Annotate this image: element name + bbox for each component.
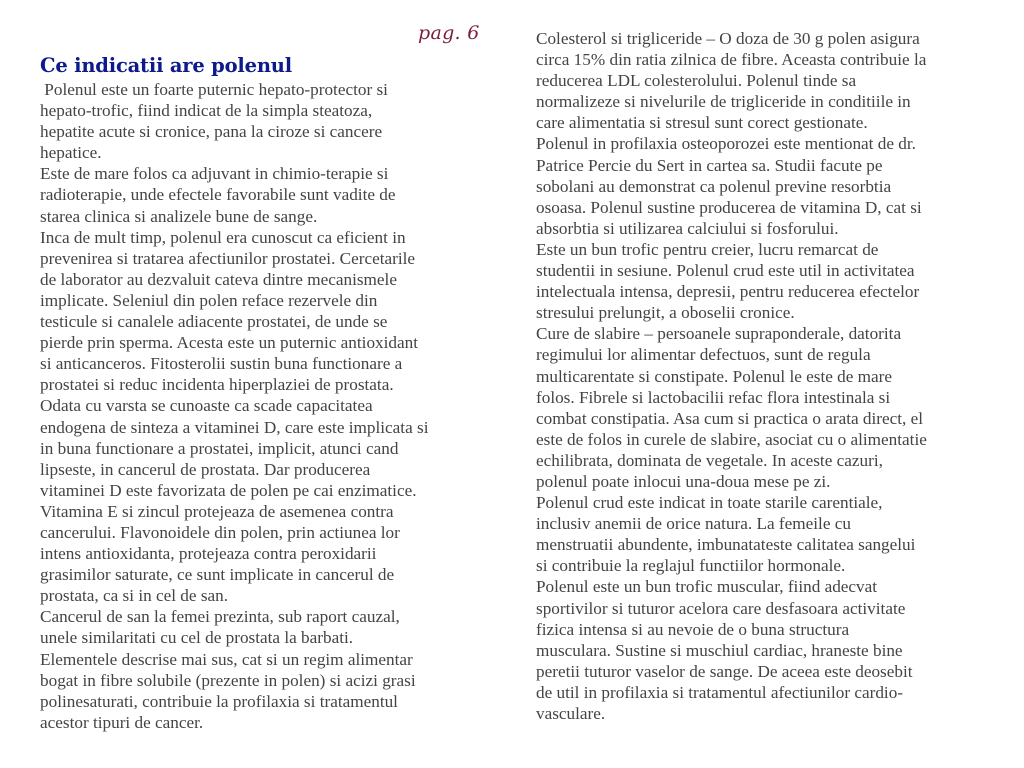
text-line: hepatice. (40, 143, 102, 163)
text-line: absorbtia si utilizarea calciului si fosforului. (536, 218, 839, 238)
text-line: Odata cu varsta se cunoaste ca scade capacitatea (40, 396, 373, 416)
text-line: pierde prin sperma. Acesta este un puternic antioxidant (40, 333, 418, 353)
text-line: in buna functionare a prostatei, implicit, atunci cand (40, 438, 399, 458)
left-column-text (40, 79, 492, 733)
text-line: Este de mare folos ca adjuvant in chimio-terapie si (40, 164, 389, 184)
text-line: lipseste, in cancerul de prostata. Dar producerea (40, 459, 371, 479)
text-line: grasimilor saturate, ce sunt implicate in cancerul de (40, 565, 395, 585)
text-line: peretii tuturor vaselor de sange. De aceea este deosebit (536, 661, 913, 681)
text-line: fizica intensa si au nevoie de o buna structura (536, 619, 850, 639)
text-line: endogena de sinteza a vitaminei D, care este implicata si (40, 417, 429, 437)
text-line: Polenul in profilaxia osteoporozei este mentionat de dr. (536, 134, 916, 154)
text-line: vitaminei D este favorizata de polen pe cai enzimatice. (40, 480, 417, 500)
text-line: prevenirea si tratarea afectiunilor prostatei. Cercetarile (40, 248, 416, 268)
text-line: polenul poate inlocui una-doua mese pe zi. (536, 471, 831, 491)
text-line: Polenul crud este indicat in toate starile carentiale, (536, 493, 883, 513)
text-line: implicate. Seleniul din polen reface rezervele din (40, 290, 378, 310)
text-line: inclusiv anemii de orice natura. La femeile cu (536, 514, 851, 534)
text-line: combat constipatia. Asa cum si practica o arata direct, el (536, 408, 924, 428)
text-line: stresului prelungit, a oboselii cronice. (536, 303, 795, 323)
text-line: echilibrata, dominata de vegetale. In aceste cazuri, (536, 450, 883, 470)
text-line: de laborator au dezvaluit cateva dintre mecanismele (40, 269, 397, 289)
text-line: multicarentate si constipate. Polenul le este de mare (536, 366, 893, 386)
text-line: vasculare. (536, 704, 606, 723)
text-line: si contribuie la reglajul functiilor hormonale. (536, 556, 846, 576)
text-line: reducerea LDL colesterolului. Polenul tinde sa (536, 71, 857, 91)
text-line: folos. Fibrele si lactobacilii refac flora intestinala si (536, 387, 891, 407)
text-line: Este un bun trofic pentru creier, lucru remarcat de (536, 239, 879, 259)
text-line: de util in profilaxia si tratamentul afectiunilor cardio- (536, 682, 904, 702)
text-line: circa 15% din ratia zilnica de fibre. Aceasta contribuie la (536, 50, 927, 70)
text-line: Cancerul de san la femei prezinta, sub raport cauzal, (40, 607, 400, 627)
text-line: sobolani au demonstrat ca polenul previne resorbtia (536, 176, 892, 196)
text-line: prostata, ca si in cel de san. (40, 586, 229, 606)
text-line: starea clinica si analizele bune de sange. (40, 206, 318, 226)
text-line: Elementele descrise mai sus, cat si un regim alimentar (40, 649, 413, 669)
text-line: hepato-trofic, fiind indicat de la simpla steatoza, (40, 101, 373, 121)
text-line: intelectuala intensa, depresii, pentru reducerea efectelor (536, 282, 920, 302)
text-line: acestor tipuri de cancer. (40, 712, 204, 732)
text-line: testicule si canalele adiacente prostatei, de unde se (40, 312, 388, 332)
text-line: Polenul este un bun trofic muscular, fiind adecvat (536, 577, 878, 597)
text-line: radioterapie, unde efectele favorabile sunt vadite de (40, 185, 396, 205)
text-line: Patrice Percie du Sert in cartea sa. Studii facute pe (536, 155, 883, 175)
text-line: normalizeze si nivelurile de trigliceride in conditiile in (536, 92, 911, 112)
text-line: hepatite acute si cronice, pana la ciroze si cancere (40, 122, 383, 142)
text-line: regimului lor alimentar defectuos, sunt de regula (536, 345, 871, 365)
page-number: pag. 6 (418, 22, 480, 44)
text-line: polinesaturati, contribuie la profilaxia si tratamentul (40, 691, 398, 711)
text-line: Vitamina E si zincul protejeaza de asemenea contra (40, 501, 394, 521)
text-line: musculara. Sustine si muschiul cardiac, hraneste bine (536, 640, 903, 660)
text-line: prostatei si reduc incidenta hiperplaziei de prostata. (40, 375, 394, 395)
right-column-text (536, 28, 1006, 724)
text-line: Polenul este un foarte puternic hepato-protector si (40, 80, 388, 99)
text-line: bogat in fibre solubile (prezente in polen) si acizi grasi (40, 670, 416, 690)
text-line: este de folos in curele de slabire, asociat cu o alimentatie (536, 429, 927, 449)
text-line: Colesterol si trigliceride – O doza de 30 g polen asigura (536, 29, 920, 48)
text-line: sportivilor si tuturor acelora care desfasoara activitate (536, 598, 906, 618)
text-line: Inca de mult timp, polenul era cunoscut ca eficient in (40, 227, 406, 247)
text-line: care alimentatia si stresul sunt corect gestionate. (536, 113, 868, 133)
page-title: Ce indicatii are polenul (40, 54, 292, 77)
text-line: Cure de slabire – persoanele supraponderale, datorita (536, 324, 902, 344)
text-line: intens antioxidanta, protejeaza contra peroxidarii (40, 544, 377, 564)
text-line: si anticanceros. Fitosterolii sustin buna functionare a (40, 354, 403, 374)
text-line: studentii in sesiune. Polenul crud este util in activitatea (536, 261, 915, 281)
text-line: menstruatii abundente, imbunatateste calitatea sangelui (536, 535, 916, 555)
text-line: osoasa. Polenul sustine producerea de vitamina D, cat si (536, 197, 922, 217)
text-line: cancerului. Flavonoidele din polen, prin actiunea lor (40, 522, 400, 542)
text-line: unele similaritati cu cel de prostata la barbati. (40, 628, 354, 648)
